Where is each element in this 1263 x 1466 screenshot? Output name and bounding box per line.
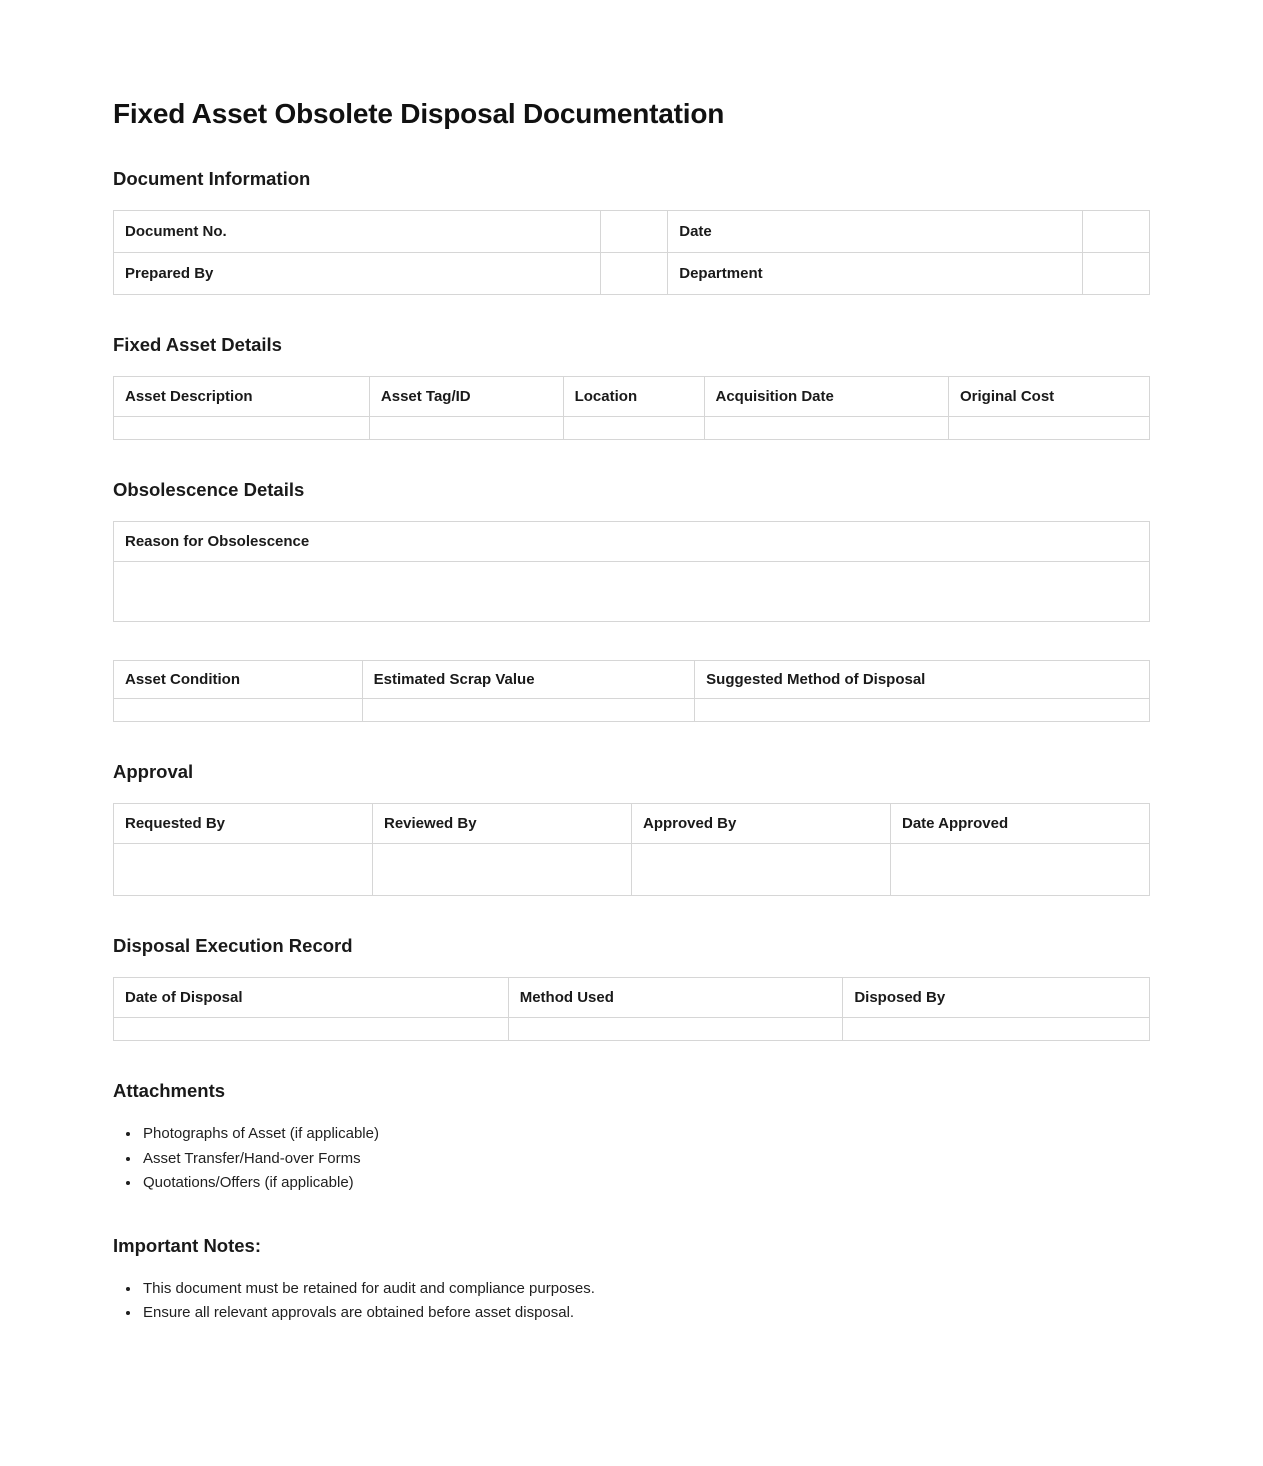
disposed-by-input-cell[interactable] — [843, 1018, 1150, 1041]
table-header-row — [114, 978, 1150, 1018]
section-heading-important-notes: Important Notes: — [113, 1234, 261, 1256]
requested-by-header: Requested By — [114, 804, 373, 844]
approval-table — [113, 803, 1150, 896]
asset-tag-id-input-cell[interactable] — [369, 417, 563, 440]
method-used-header: Method Used — [508, 978, 843, 1018]
date-input-cell[interactable] — [1082, 211, 1149, 253]
section-heading-approval: Approval — [113, 761, 194, 782]
date-of-disposal-header: Date of Disposal — [114, 978, 509, 1018]
section-heading-disposal-execution-record: Disposal Execution Record — [113, 935, 353, 956]
approved-by-input-cell[interactable] — [632, 844, 891, 896]
list-item: • Ensure all relevant approvals are obtained before asset disposal. — [141, 1301, 1150, 1326]
date-approved-header: Date Approved — [891, 804, 1150, 844]
asset-description-header: Asset Description — [114, 377, 370, 417]
suggested-method-of-disposal-input-cell[interactable] — [695, 699, 1150, 722]
table-header-row — [114, 377, 1150, 417]
table-row — [114, 562, 1150, 622]
table-row — [114, 253, 1150, 295]
department-label: Department — [668, 253, 1082, 295]
date-approved-input-cell[interactable] — [891, 844, 1150, 896]
original-cost-input-cell[interactable] — [948, 417, 1149, 440]
asset-description-input-cell[interactable] — [114, 417, 370, 440]
reviewed-by-input-cell[interactable] — [373, 844, 632, 896]
reviewed-by-header: Reviewed By — [373, 804, 632, 844]
acquisition-date-input-cell[interactable] — [704, 417, 948, 440]
document-information-table — [113, 210, 1150, 295]
prepared-by-label: Prepared By — [114, 253, 601, 295]
disposal-execution-record-table — [113, 977, 1150, 1041]
location-header: Location — [563, 377, 704, 417]
table-header-row — [114, 661, 1150, 699]
asset-condition-input-cell[interactable] — [114, 699, 363, 722]
department-input-cell[interactable] — [1082, 253, 1149, 295]
section-heading-fixed-asset-details: Fixed Asset Details — [113, 334, 282, 355]
fixed-asset-details-table — [113, 376, 1150, 440]
requested-by-input-cell[interactable] — [114, 844, 373, 896]
table-row — [114, 211, 1150, 253]
table-header-row — [114, 804, 1150, 844]
document-title: Fixed Asset Obsolete Disposal Documentation — [113, 98, 725, 129]
prepared-by-input-cell[interactable] — [600, 253, 667, 295]
table-row — [114, 844, 1150, 896]
document-no-input-cell[interactable] — [600, 211, 667, 253]
asset-condition-table — [113, 660, 1150, 722]
section-heading-obsolescence-details: Obsolescence Details — [113, 479, 305, 500]
reason-for-obsolescence-header: Reason for Obsolescence — [114, 522, 1150, 562]
reason-for-obsolescence-table — [113, 521, 1150, 622]
section-heading-document-information: Document Information — [113, 168, 311, 189]
table-row — [114, 417, 1150, 440]
estimated-scrap-value-header: Estimated Scrap Value — [362, 661, 695, 699]
table-header-row — [114, 522, 1150, 562]
list-item: • Asset Transfer/Hand-over Forms — [141, 1147, 1150, 1172]
asset-condition-header: Asset Condition — [114, 661, 363, 699]
document-no-label: Document No. — [114, 211, 601, 253]
attachments-list — [121, 1122, 1150, 1196]
acquisition-date-header: Acquisition Date — [704, 377, 948, 417]
section-heading-attachments: Attachments — [113, 1080, 226, 1101]
disposed-by-header: Disposed By — [843, 978, 1150, 1018]
estimated-scrap-value-input-cell[interactable] — [362, 699, 695, 722]
original-cost-header: Original Cost — [948, 377, 1149, 417]
list-item: • This document must be retained for audit and compliance purposes. — [141, 1277, 1150, 1302]
location-input-cell[interactable] — [563, 417, 704, 440]
table-row — [114, 1018, 1150, 1041]
suggested-method-of-disposal-header: Suggested Method of Disposal — [695, 661, 1150, 699]
table-row — [114, 699, 1150, 722]
asset-tag-id-header: Asset Tag/ID — [369, 377, 563, 417]
list-item: • Photographs of Asset (if applicable) — [141, 1122, 1150, 1147]
approved-by-header: Approved By — [632, 804, 891, 844]
date-of-disposal-input-cell[interactable] — [114, 1018, 509, 1041]
date-label: Date — [668, 211, 1082, 253]
method-used-input-cell[interactable] — [508, 1018, 843, 1041]
reason-for-obsolescence-input-cell[interactable] — [114, 562, 1150, 622]
list-item: • Quotations/Offers (if applicable) — [141, 1171, 1150, 1196]
important-notes-list — [121, 1277, 1150, 1326]
